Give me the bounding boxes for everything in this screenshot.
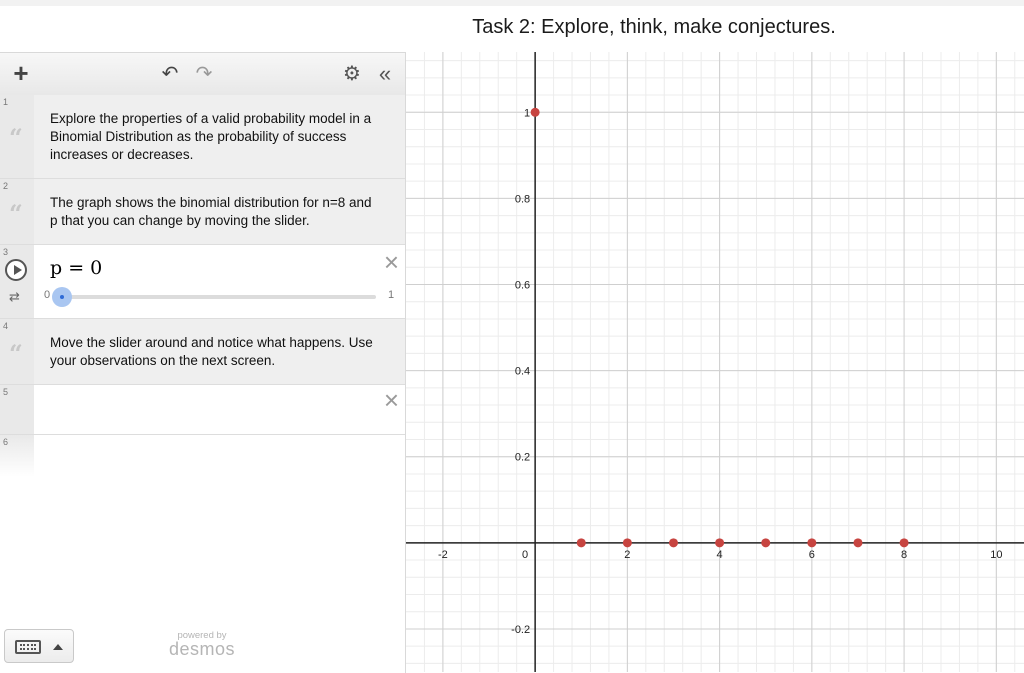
x-tick-label: -2 [438,548,448,561]
keyboard-icon [15,640,41,654]
caret-up-icon [53,644,63,650]
expression-toolbar [0,53,405,96]
expression-item-1[interactable] [0,95,405,179]
expression-index: 3 [3,247,9,257]
expression-index: 2 [3,181,9,191]
data-point [761,538,770,547]
note-quote-icon: “ [9,339,23,368]
data-point [807,538,816,547]
data-point [623,538,632,547]
keyboard-button[interactable] [4,629,74,663]
data-point [577,538,586,547]
y-tick-label: 0.6 [514,279,531,292]
desmos-logo: desmos [168,639,236,659]
expression-index: 6 [3,437,9,447]
x-tick-label: 8 [901,548,908,561]
expression-item-6[interactable] [0,435,405,477]
x-tick-label: 4 [716,548,723,561]
play-icon[interactable] [5,259,27,281]
delete-expression-icon[interactable]: × [383,385,399,415]
expression-item-4[interactable] [0,319,405,385]
powered-by-text: powered by [177,630,227,641]
slider-track[interactable] [62,295,376,299]
y-tick-label: 0.8 [514,193,531,206]
undo-icon[interactable]: ↶ [161,63,179,85]
y-tick-label: 1 [524,107,531,120]
redo-icon[interactable]: ↷ [195,63,213,85]
expression-math[interactable]: p = 0 [50,257,103,279]
data-point [531,108,540,117]
expression-item-2[interactable] [0,179,405,245]
gear-icon[interactable]: ⚙ [343,63,361,85]
data-point [715,538,724,547]
y-tick-label: 0.2 [514,451,531,464]
plus-icon[interactable]: + [13,58,29,88]
expression-index: 5 [3,387,9,397]
y-tick-label: -0.2 [511,623,531,636]
x-tick-label: 10 [990,548,1003,561]
slider-max[interactable]: 1 [388,289,395,301]
slider-min[interactable]: 0 [44,289,51,301]
data-point [853,538,862,547]
expression-index: 4 [3,321,9,331]
top-strip [0,0,1024,6]
data-point [900,538,909,547]
delete-expression-icon[interactable]: × [383,247,399,277]
task-title: Task 2: Explore, think, make conjectures. [472,16,836,38]
double-chevron-left-icon[interactable]: « [378,61,392,86]
expression-index: 1 [3,97,9,107]
expression-item-5[interactable] [0,385,405,435]
loop-icon[interactable]: ⇄ [9,289,20,304]
x-tick-label: 2 [624,548,631,561]
note-quote-icon: “ [9,199,23,228]
expression-panel [0,52,406,673]
y-tick-label: 0.4 [514,365,531,378]
note-text[interactable]: Explore the properties of a valid probability model in a Binomial Distribution as the probability of success increases or decreases. [50,111,372,162]
note-text[interactable]: The graph shows the binomial distribution for n=8 and p that you can change by moving the slider. [50,195,372,228]
note-text[interactable]: Move the slider around and notice what happens. Use your observations on the next screen. [50,335,373,368]
expression-item-3[interactable] [0,245,405,319]
graph-canvas[interactable] [406,52,1024,672]
desmos-branding[interactable] [160,630,244,660]
x-tick-label: 6 [808,548,815,561]
note-quote-icon: “ [9,123,23,152]
slider-handle[interactable] [52,287,72,307]
data-point [669,538,678,547]
x-tick-label: 0 [522,548,529,561]
